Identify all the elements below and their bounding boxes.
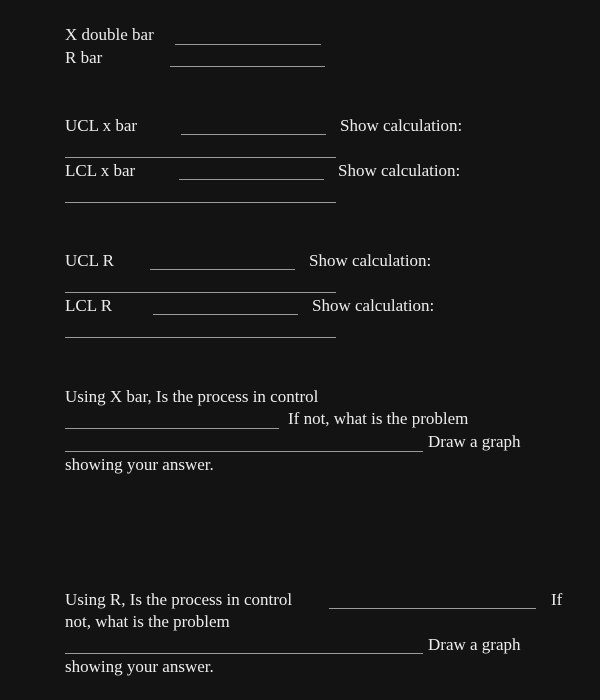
x-double-bar-label: X double bar [65,25,154,44]
lcl-xbar-show-calculation: Show calculation: [338,161,461,180]
r-question-line3: Draw a graph [428,635,521,654]
r-in-control-blank[interactable] [329,608,536,609]
xbar-question-line4: showing your answer. [65,455,214,474]
lcl-r-label: LCL R [65,296,113,315]
lcl-r-blank[interactable] [153,314,298,315]
ucl-xbar-blank[interactable] [181,134,326,135]
xbar-problem-blank[interactable] [65,451,423,452]
xbar-question-line2: If not, what is the problem [288,409,469,428]
r-bar-label: R bar [65,48,103,67]
xbar-question-line3: Draw a graph [428,432,521,451]
ucl-xbar-show-calculation: Show calculation: [340,116,463,135]
xbar-in-control-blank[interactable] [65,428,279,429]
r-question-line1: Using R, Is the process in control [65,590,293,609]
r-question-line4: showing your answer. [65,657,214,676]
r-bar-blank[interactable] [170,66,325,67]
ucl-r-show-calculation: Show calculation: [309,251,432,270]
x-double-bar-blank[interactable] [175,44,321,45]
lcl-r-show-calculation: Show calculation: [312,296,435,315]
r-question-line1-end: If [551,590,563,609]
ucl-xbar-calculation-blank[interactable] [65,157,336,158]
lcl-xbar-calculation-blank[interactable] [65,202,336,203]
lcl-xbar-blank[interactable] [179,179,324,180]
r-question-line2: not, what is the problem [65,612,230,631]
ucl-r-blank[interactable] [150,269,295,270]
ucl-r-label: UCL R [65,251,114,270]
ucl-xbar-label: UCL x bar [65,116,138,135]
ucl-r-calculation-blank[interactable] [65,292,336,293]
r-problem-blank[interactable] [65,653,423,654]
lcl-r-calculation-blank[interactable] [65,337,336,338]
xbar-question-line1: Using X bar, Is the process in control [65,387,319,406]
lcl-xbar-label: LCL x bar [65,161,136,180]
